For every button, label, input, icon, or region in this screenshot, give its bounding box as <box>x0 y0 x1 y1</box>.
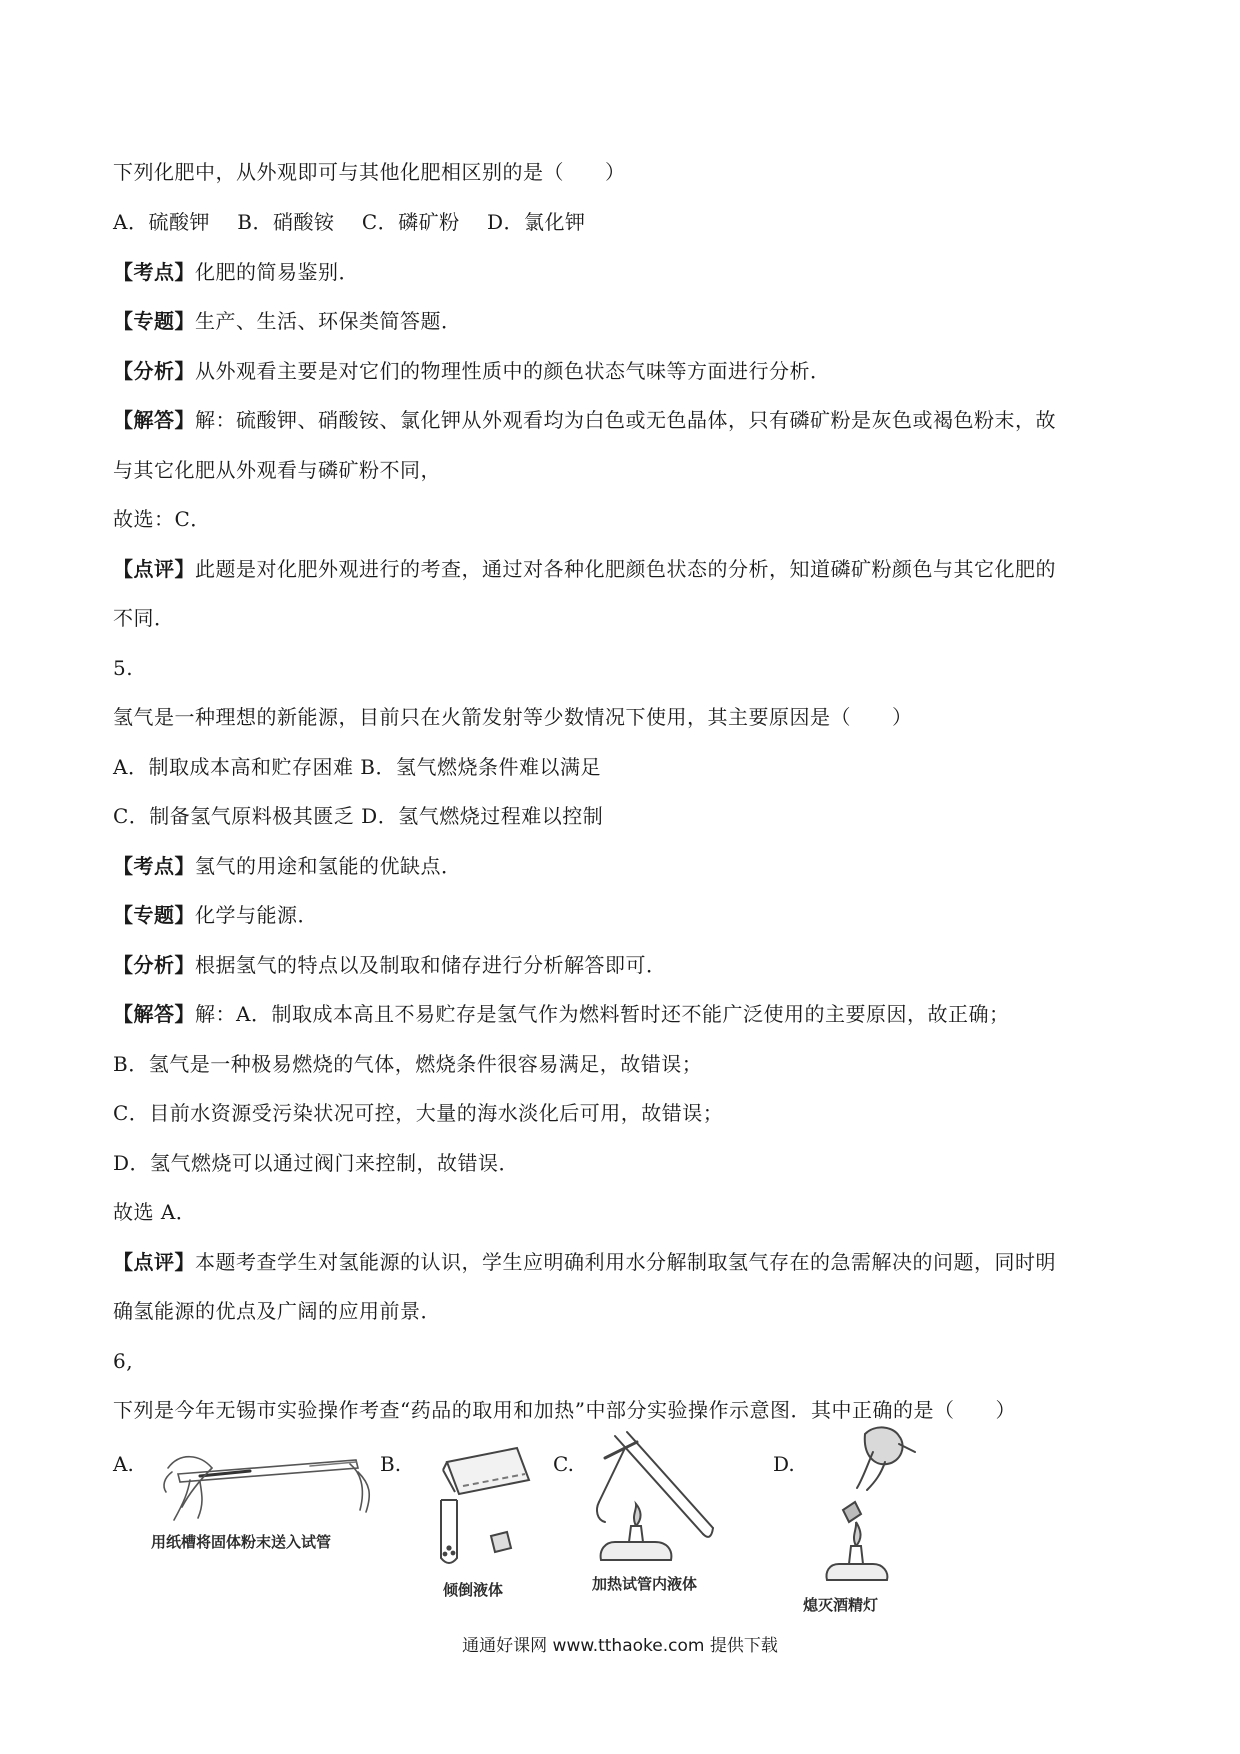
section-text: 此题是对化肥外观进行的考查，通过对各种化肥颜色状态的分析，知道磷矿粉颜色与其它化肥的 <box>195 557 1056 581</box>
q5-options-ab: A．制取成本高和贮存困难 B．氢气燃烧条件难以满足 <box>113 755 601 779</box>
section-tag: 【解答】 <box>113 408 195 432</box>
section-text: 从外观看主要是对它们的物理性质中的颜色状态气味等方面进行分析． <box>195 359 831 383</box>
heating-liquid-figure <box>585 1430 745 1570</box>
q4-dianping-cont: 不同． <box>113 606 175 630</box>
section-tag: 【专题】 <box>113 309 195 333</box>
q6-option-c-label: C. <box>553 1452 574 1476</box>
q4-fenxi <box>113 357 831 385</box>
q5-jieda-c: C．目前水资源受污染状况可控，大量的海水淡化后可用，故错误； <box>113 1101 724 1125</box>
q6-option-a-label: A. <box>113 1452 134 1476</box>
section-text: 解：A．制取成本高且不易贮存是氢气作为燃料暂时还不能广泛使用的主要原因，故正确； <box>195 1002 1010 1026</box>
q5-jieda <box>113 1000 1009 1028</box>
section-tag: 【考点】 <box>113 260 195 284</box>
section-tag: 【分析】 <box>113 953 195 977</box>
q6-option-b-label: B. <box>380 1452 402 1476</box>
q5-jieda-d: D．氢气燃烧可以通过阀门来控制，故错误． <box>113 1151 520 1175</box>
extinguish-lamp-figure <box>815 1422 925 1592</box>
section-text: 氢气的用途和氢能的优缺点． <box>195 854 462 878</box>
q4-answer: 故选：C． <box>113 507 211 531</box>
section-tag: 【分析】 <box>113 359 195 383</box>
q5-jieda-b: B．氢气是一种极易燃烧的气体，燃烧条件很容易满足，故错误； <box>113 1052 703 1076</box>
q6-stem: 下列是今年无锡市实验操作考查“药品的取用和加热”中部分实验操作示意图．其中正确的是（ ） <box>113 1398 1016 1422</box>
q6-option-d-label: D. <box>773 1452 795 1476</box>
section-text: 化学与能源． <box>195 903 318 927</box>
paper-trough-test-tube-figure <box>160 1432 375 1527</box>
section-text: 生产、生活、环保类简答题． <box>195 309 462 333</box>
section-text: 本题考查学生对氢能源的认识，学生应明确利用水分解制取氢气存在的急需解决的问题，同时明 <box>195 1250 1056 1274</box>
q5-stem: 氢气是一种理想的新能源，目前只在火箭发射等少数情况下使用，其主要原因是（ ） <box>113 705 913 729</box>
figure-d-caption: 熄灭酒精灯 <box>803 1596 879 1614</box>
q5-dianping <box>113 1248 1056 1276</box>
q4-zhuanti <box>113 307 462 335</box>
q5-kaodian <box>113 852 462 880</box>
q5-fenxi <box>113 951 667 979</box>
q4-jieda <box>113 406 1056 434</box>
q4-jieda-cont: 与其它化肥从外观看与磷矿粉不同， <box>113 458 441 482</box>
section-tag: 【点评】 <box>113 1250 195 1274</box>
section-tag: 【解答】 <box>113 1002 195 1026</box>
q4-kaodian <box>113 258 359 286</box>
pouring-liquid-figure <box>425 1440 545 1575</box>
q5-dianping-cont: 确氢能源的优点及广阔的应用前景． <box>113 1299 441 1323</box>
page-footer: 通通好课网 www.tthaoke.com 提供下载 <box>462 1636 778 1656</box>
figure-b-caption: 倾倒液体 <box>443 1581 504 1599</box>
figure-c-caption: 加热试管内液体 <box>592 1575 698 1593</box>
q6-number: 6, <box>113 1349 134 1373</box>
section-text: 解：硫酸钾、硝酸铵、氯化钾从外观看均为白色或无色晶体，只有磷矿粉是灰色或褐色粉末，故 <box>195 408 1056 432</box>
q4-options: A．硫酸钾 B．硝酸铵 C．磷矿粉 D．氯化钾 <box>113 210 586 234</box>
figure-a-caption: 用纸槽将固体粉末送入试管 <box>151 1533 332 1551</box>
section-tag: 【点评】 <box>113 557 195 581</box>
q5-options-cd: C．制备氢气原料极其匮乏 D．氢气燃烧过程难以控制 <box>113 804 604 828</box>
section-tag: 【考点】 <box>113 854 195 878</box>
q5-answer: 故选 A． <box>113 1200 197 1224</box>
section-text: 根据氢气的特点以及制取和储存进行分析解答即可． <box>195 953 667 977</box>
section-tag: 【专题】 <box>113 903 195 927</box>
q5-number: 5. <box>113 656 134 680</box>
section-text: 化肥的简易鉴别． <box>195 260 359 284</box>
q5-zhuanti <box>113 901 318 929</box>
q4-stem: 下列化肥中，从外观即可与其他化肥相区别的是（ ） <box>113 160 626 184</box>
q4-dianping <box>113 555 1056 583</box>
